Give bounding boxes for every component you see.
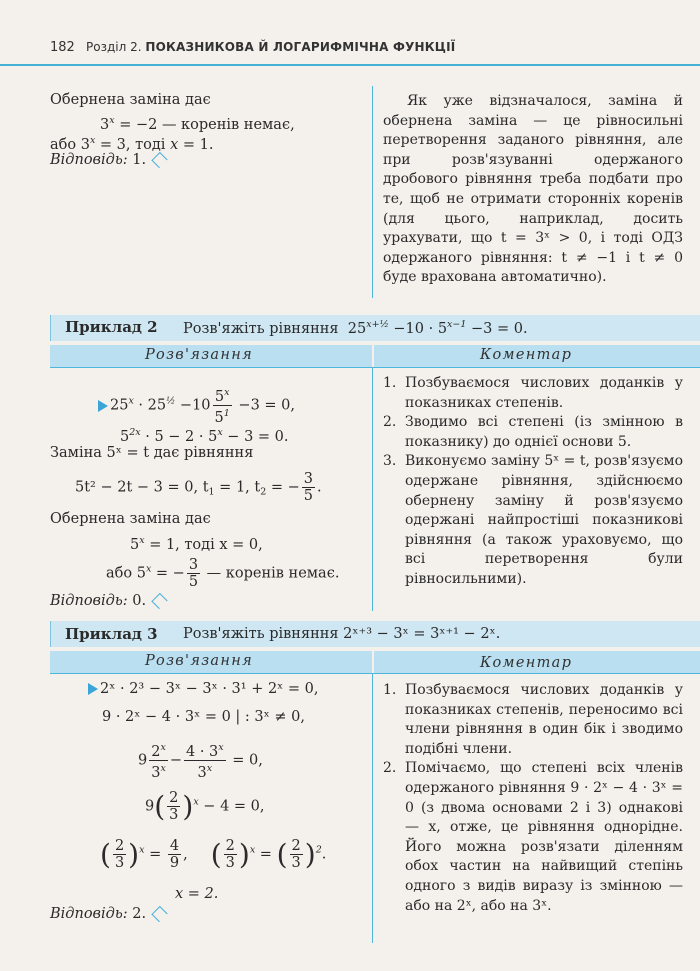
comment-3-list	[383, 681, 683, 916]
comment-item: 2. Помічаємо, що степені всіх членів одержаного рівняння 9 · 2ˣ − 4 · 3ˣ = 0 (з двома основами 2 і 3) однакові — x, отже, це рівняння однорідне. Його можна розв'язати діленням обох частин на найвищий степінь одного з видів виразу із змінною — або на 2ˣ, або на 3ˣ.	[383, 760, 683, 914]
sol2-line-7: або $5^x$ = − $\frac{3}{5}$ — коренів немає.	[106, 557, 340, 590]
top-divider	[372, 86, 373, 298]
example-2-task: Розв'яжіть рівняння $25^{x+\frac{1}{2}} -10 \cdot 5^{x-1} -3 = 0$.	[183, 319, 528, 337]
top-answer: Відповідь: 1.	[50, 151, 165, 170]
sol3-line-2: 9 · 2ˣ − 4 · 3ˣ = 0 | : 3ˣ ≠ 0,	[102, 709, 305, 725]
comment-item: 2. Зводимо всі степені (із змінною в показнику) до однієї основи 5.	[383, 414, 683, 450]
sol3-line-5: ( $\frac{2}{3}$ )$^x$ = $\frac{4}{9}$ , ( $\frac{2}{3}$ )$^x$ = ( $\frac{2}{3}$ )$^2$.	[100, 838, 327, 871]
top-line-1: Обернена заміна дає	[50, 92, 211, 108]
example-3-divider	[372, 673, 373, 943]
sol2-line-5: Обернена заміна дає	[50, 511, 211, 527]
solution-marker-icon	[98, 400, 108, 412]
example-3-task: Розв'яжіть рівняння 2ˣ⁺³ − 3ˣ = 3ˣ⁺¹ − 2ˣ.	[183, 626, 501, 642]
sol2-line-6: $5^x = 1$, тоді x = 0,	[130, 535, 263, 553]
page-number: 182	[50, 40, 75, 55]
chapter-heading	[86, 40, 455, 54]
header-rule	[0, 64, 700, 66]
solution-marker-icon	[88, 683, 98, 695]
sol3-line-3: 9 $\frac{2^x}{3^x}$ − $\frac{4 \cdot 3^x}{3^x}$ = 0,	[138, 742, 263, 781]
solution-2-header: Розв'язання	[145, 347, 253, 363]
sol2-line-1: $25^x \cdot 25^{\frac{1}{2}} -10$ $\frac{5^x}{5^1}$ −3 = 0,	[98, 385, 295, 426]
top-line-3: або $3^x = 3$, тоді x = 1.	[50, 135, 214, 153]
comment-3-header: Коментар	[480, 655, 573, 671]
comment-item: 1. Позбуваємося числових доданків у показниках степенів.	[383, 375, 683, 411]
section-label: Розділ 2.	[86, 40, 142, 54]
example-3-label: Приклад 3	[65, 625, 158, 643]
example-2-label: Приклад 2	[65, 318, 158, 336]
sol2-line-3: Заміна 5ˣ = t дає рівняння	[50, 445, 254, 461]
sol3-line-4: 9( $\frac{2}{3}$ )$^x$ − 4 = 0,	[145, 790, 265, 823]
sol2-answer: Відповідь: 0.	[50, 592, 165, 611]
comment-item: 1. Позбуваємося числових доданків у показниках степенів, переносимо всі члени рівняння в один бік і зводимо подібні члени.	[383, 682, 683, 757]
top-line-2: $3^x = -2$ — коренів немає,	[100, 115, 295, 133]
remark-block	[383, 92, 683, 288]
comment-2-list	[383, 374, 683, 590]
solution-3-header: Розв'язання	[145, 653, 253, 669]
sol2-line-2: $5^{2x} \cdot 5 - 2 \cdot 5^x - 3 = 0$.	[120, 427, 289, 445]
remark-text: Як уже відзначалося, заміна й обернена заміна — це рівносильні перетворення заданого рівняння, але при розв'язуванні одержаного дробового рівняння треба подбати про те, щоб не отримати сторонніх коренів (для цього, наприклад, досить урахувати, що t = 3ˣ > 0, і тоді ОДЗ одержаного рівняння: t ≠ −1 і t ≠ 0 буде врахована автоматично).	[383, 93, 683, 286]
sol3-line-6: x = 2.	[175, 886, 219, 902]
example-2-divider	[372, 367, 373, 611]
sol3-answer: Відповідь: 2.	[50, 905, 165, 924]
answer-end-icon	[151, 906, 167, 922]
example-2-rule	[50, 367, 700, 368]
comment-2-header: Коментар	[480, 347, 573, 363]
answer-end-icon	[151, 593, 167, 609]
chapter-title: ПОКАЗНИКОВА Й ЛОГАРИФМІЧНА ФУНКЦІЇ	[145, 40, 456, 54]
comment-item: 3. Виконуємо заміну 5ˣ = t, розв'язуємо одержане рівняння, здійснюємо обернену заміну й розв'язуємо одержані найпростіші показникові рівняння (а також ураховуємо, що всі перетворення були рівносильними).	[383, 453, 683, 587]
sol2-line-4: 5t² − 2t − 3 = 0, $t_1 = 1$, $t_2$ = − $\frac{3}{5}$ .	[75, 471, 322, 504]
example-3-rule	[50, 673, 700, 674]
sol3-line-1: 2ˣ · 2³ − 3ˣ − 3ˣ · 3¹ + 2ˣ = 0,	[88, 680, 319, 699]
